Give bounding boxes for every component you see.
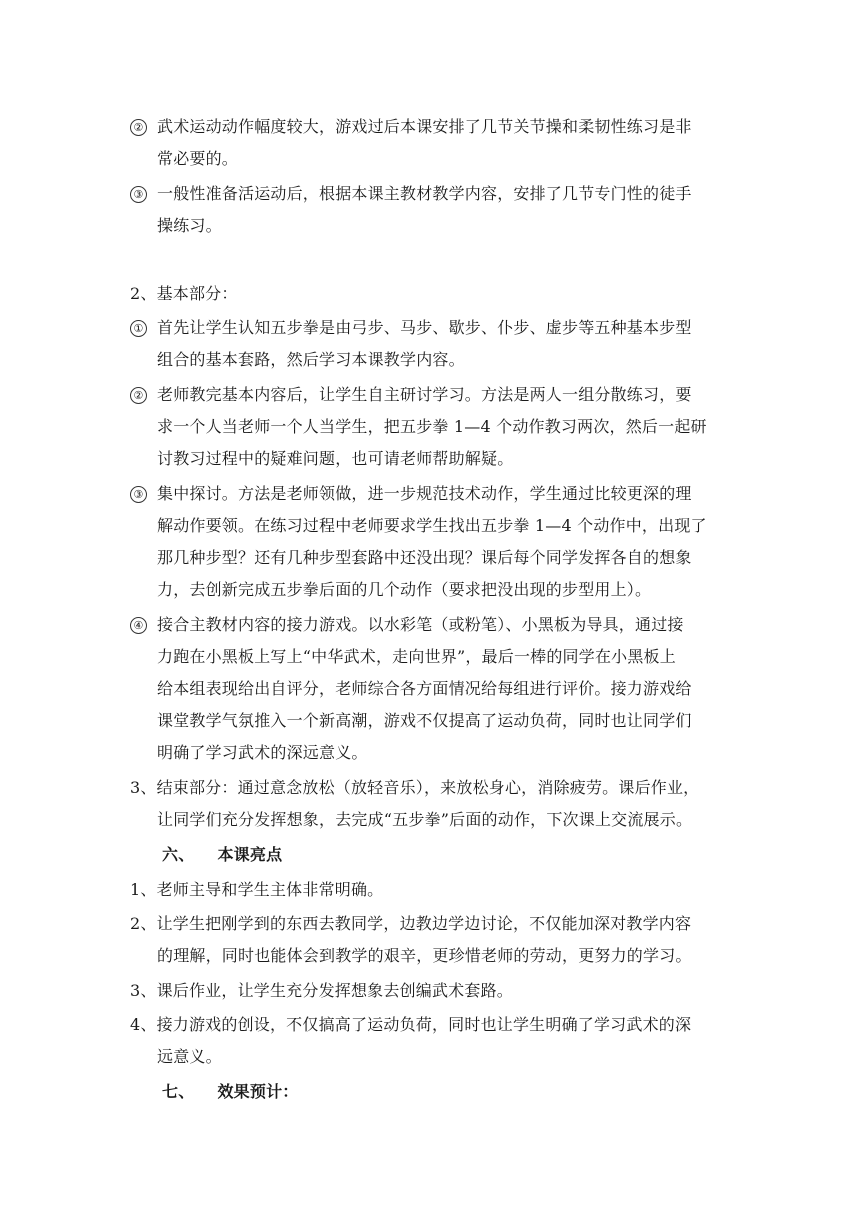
paragraph-line: 解动作要领。在练习过程中老师要求学生找出五步拳 1—4 个动作中，出现了 [157,516,707,535]
circled-number: ② [130,387,147,404]
paragraph-line: 常必要的。 [157,149,239,168]
circled-number: ④ [130,617,147,634]
list-item: 4、接力游戏的创设，不仅搞高了运动负荷，同时也让学生明确了学习武术的深 [130,1015,692,1034]
paragraph-line: 那几种步型？还有几种步型套路中还没出现？课后每个同学发挥各自的想象 [157,548,692,567]
paragraph-line: ③ 集中探讨。方法是老师领做，进一步规范技术动作，学生通过比较更深的理 [130,484,692,504]
section-heading: 六、 本课亮点 [162,845,283,864]
paragraph-line: ② 老师教完基本内容后，让学生自主研讨学习。方法是两人一组分散练习，要 [130,385,692,405]
paragraph-line: ③ 一般性准备活运动后，根据本课主教材教学内容，安排了几节专门性的徒手 [130,184,692,204]
paragraph-line: ④ 接合主教材内容的接力游戏。以水彩笔（或粉笔）、小黑板为导具，通过接 [130,615,684,635]
circled-number: ③ [130,186,147,203]
paragraph-line: 远意义。 [157,1047,222,1066]
paragraph-line: 课堂教学气氛推入一个新高潮，游戏不仅提高了运动负荷，同时也让同学们 [157,711,692,730]
paragraph-line: 组合的基本套路，然后学习本课教学内容。 [157,350,465,369]
paragraph-line: 求一个人当老师一个人当学生，把五步拳 1—4 个动作教习两次，然后一起研 [157,417,707,436]
paragraph-line: 力跑在小黑板上写上“中华武术，走向世界”，最后一棒的同学在小黑板上 [157,647,676,666]
circled-number: ② [130,119,147,136]
paragraph-line: 让同学们充分发挥想象，去完成“五步拳”后面的动作，下次课上交流展示。 [157,810,693,829]
section-heading: 2、基本部分： [130,284,238,303]
paragraph-line: ① 首先让学生认知五步拳是由弓步、马步、歇步、仆步、虚步等五种基本步型 [130,318,692,338]
paragraph-line: 3、结束部分：通过意念放松（放轻音乐），来放松身心，消除疲劳。课后作业， [130,778,700,797]
paragraph-line: 的理解，同时也能体会到教学的艰辛，更珍惜老师的劳动，更努力的学习。 [157,946,692,965]
paragraph-line: 讨教习过程中的疑难问题，也可请老师帮助解疑。 [157,449,514,468]
circled-number: ① [130,320,147,337]
paragraph-line: 力，去创新完成五步拳后面的几个动作（要求把没出现的步型用上）。 [157,580,652,599]
circled-number: ③ [130,486,147,503]
list-item: 2、让学生把刚学到的东西去教同学，边教边学边讨论，不仅能加深对教学内容 [130,914,692,933]
list-item: 1、老师主导和学生主体非常明确。 [130,880,384,899]
paragraph-line: ② 武术运动动作幅度较大，游戏过后本课安排了几节关节操和柔韧性练习是非 [130,117,692,137]
paragraph-line: 操练习。 [157,216,222,235]
paragraph-line: 明确了学习武术的深远意义。 [157,743,368,762]
list-item: 3、课后作业，让学生充分发挥想象去创编武术套路。 [130,981,513,1000]
paragraph-line: 给本组表现给出自评分，老师综合各方面情况给每组进行评价。接力游戏给 [157,679,692,698]
section-heading: 七、 效果预计： [162,1082,299,1101]
